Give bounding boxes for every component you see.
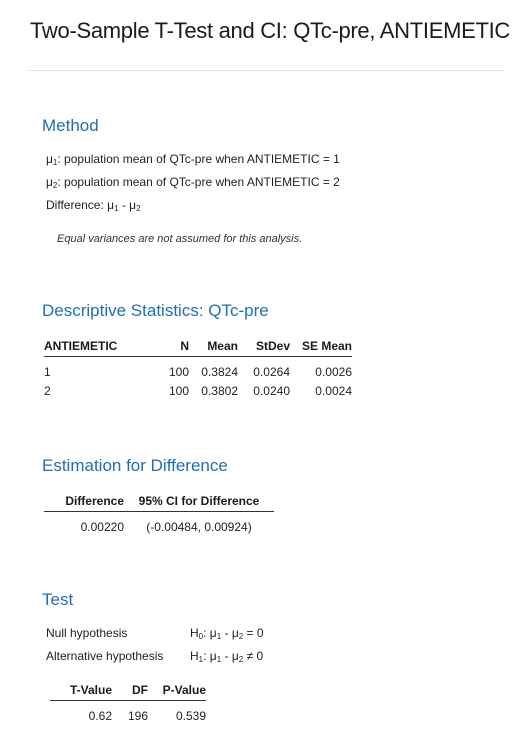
- col-antiemetic: ANTIEMETIC: [44, 339, 149, 357]
- cell-mean: 0.3802: [201, 383, 238, 398]
- cell-p-value: 0.539: [175, 708, 206, 723]
- test-table: [50, 683, 206, 725]
- page-title: Two-Sample T-Test and CI: QTc-pre, ANTIEMETIC: [30, 18, 511, 43]
- descriptive-heading: Descriptive Statistics: QTc-pre: [42, 301, 269, 320]
- descriptive-table: [44, 339, 352, 400]
- col-n: N: [149, 339, 189, 357]
- col-se-mean: SE Mean: [290, 339, 352, 357]
- col-stdev: StDev: [238, 339, 290, 357]
- table-row: [44, 381, 352, 400]
- alt-hypothesis-expr: $H_1$: $\mu_1 - \mu_2 \ne 0$: [190, 649, 264, 664]
- test-header-row: [50, 683, 206, 701]
- header-divider: [28, 70, 504, 71]
- method-note: Equal variances are not assumed for this analysis.: [57, 233, 303, 245]
- col-mean: Mean: [189, 339, 238, 357]
- cell-ci: (-0.00484, 0.00924): [146, 519, 252, 534]
- method-difference-line: Difference: $\mu_1 - \mu_2$: [46, 198, 141, 213]
- table-row: [44, 357, 352, 382]
- cell-df: 196: [127, 708, 148, 723]
- table-row: [50, 701, 206, 726]
- cell-mean: 0.3824: [201, 364, 238, 379]
- col-df: DF: [112, 683, 148, 701]
- estimation-table: [44, 494, 274, 536]
- method-mu1-line: $\mu_1$: population mean of QTc-pre when ANTIEMETIC = 1: [46, 152, 340, 167]
- col-ci: 95% CI for Difference: [124, 494, 274, 512]
- method-mu2-line: $\mu_2$: population mean of QTc-pre when ANTIEMETIC = 2: [46, 175, 340, 190]
- table-row: [44, 512, 274, 537]
- cell-difference: 0.00220: [80, 519, 124, 534]
- cell-antiemetic: 1: [44, 364, 51, 379]
- col-difference: Difference: [44, 494, 124, 512]
- estimation-heading: Estimation for Difference: [42, 456, 228, 475]
- alt-hypothesis-label: Alternative hypothesis: [46, 649, 164, 663]
- estimation-header-row: [44, 494, 274, 512]
- null-hypothesis-label: Null hypothesis: [46, 626, 128, 640]
- cell-antiemetic: 2: [44, 383, 51, 398]
- method-heading: Method: [42, 116, 99, 135]
- cell-stdev: 0.0240: [253, 383, 290, 398]
- col-t-value: T-Value: [50, 683, 112, 701]
- cell-se-mean: 0.0026: [315, 364, 352, 379]
- col-p-value: P-Value: [148, 683, 206, 701]
- cell-n: 100: [168, 383, 189, 398]
- cell-t-value: 0.62: [88, 708, 112, 723]
- descriptive-header-row: [44, 339, 352, 357]
- cell-stdev: 0.0264: [253, 364, 290, 379]
- null-hypothesis-expr: $H_0$: $\mu_1 - \mu_2 = 0$: [190, 626, 264, 641]
- cell-n: 100: [168, 364, 189, 379]
- test-heading: Test: [42, 590, 74, 609]
- cell-se-mean: 0.0024: [315, 383, 352, 398]
